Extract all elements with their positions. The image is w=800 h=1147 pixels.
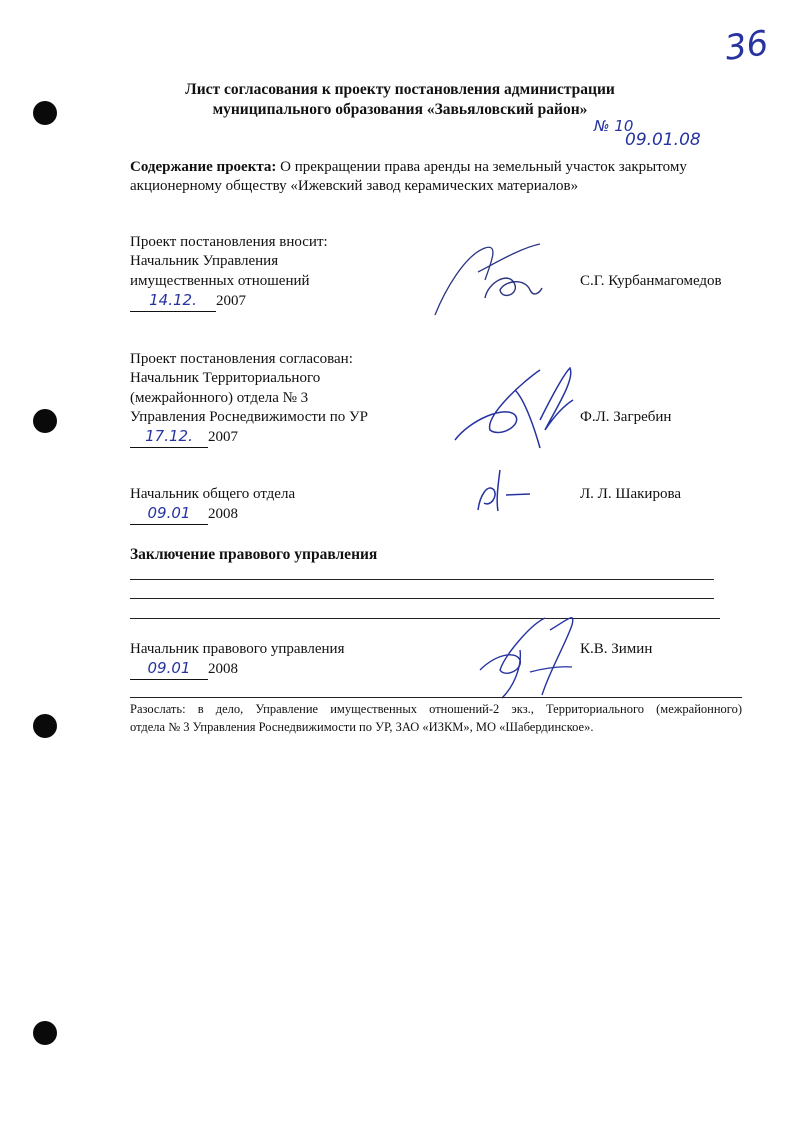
general-dept-name: Л. Л. Шакирова [580,486,681,502]
signature-kurbanmagomedov [430,240,560,320]
document-title-line-2: муниципального образования «Завьяловский район» [212,101,588,118]
general-dept-date [130,504,238,525]
submitter-name: С.Г. Курбанмагомедов [580,273,722,289]
approver-date [130,427,238,448]
approver-date-year: 2007 [208,429,238,445]
page-number: 36 [722,23,771,69]
approver-position-1: Начальник Территориального [130,370,321,386]
approver-date-handwritten: 17.12. [145,427,193,445]
submitter-date-year: 2007 [216,293,246,309]
conclusion-line [130,579,714,580]
legal-dept-date [130,659,238,680]
approver-position-3: Управления Роснедвижимости по УР [130,409,368,425]
distribution-line-2: отдела № 3 Управления Роснедвижимости по УР, ЗАО «ИЗКМ», МО «Шабердинское». [130,720,594,734]
submitter-position-1: Начальник Управления [130,253,279,269]
distribution-separator [130,697,742,698]
general-dept-date-year: 2008 [208,506,238,522]
binder-hole [33,714,57,738]
signature-zimin [460,610,590,705]
document-title-line-1: Лист согласования к проекту постановления администрации [185,81,615,98]
registration-number: № 10 [594,117,634,135]
conclusion-line [130,618,720,619]
conclusion-line [130,598,714,599]
signature-shakirova [470,465,550,515]
legal-dept-date-year: 2008 [208,661,238,677]
distribution-line-1: Разослать: в дело, Управление имущественных отношений-2 экз., Территориального (межрайонного) [130,702,742,716]
legal-dept-name: К.В. Зимин [580,641,653,657]
submitter-date [130,291,246,312]
binder-hole [33,1021,57,1045]
approver-heading: Проект постановления согласован: [130,351,353,367]
signature-zagrebin [445,360,585,455]
general-dept-date-handwritten: 09.01 [147,504,191,522]
project-content-text: О прекращении права аренды на земельный участок закрытому [280,159,687,175]
legal-dept-date-handwritten: 09.01 [147,659,191,677]
approver-name: Ф.Л. Загребин [580,409,672,425]
registration-date: 09.01.08 [625,130,701,150]
submitter-date-handwritten: 14.12. [149,291,197,309]
general-dept-position: Начальник общего отдела [130,486,296,502]
approver-position-2: (межрайонного) отдела № 3 [130,390,309,406]
binder-hole [33,409,57,433]
project-content-text-2: акционерному обществу «Ижевский завод керамических материалов» [130,178,579,194]
submitter-heading: Проект постановления вносит: [130,234,328,250]
submitter-position-2: имущественных отношений [130,273,310,289]
project-content-label: Содержание проекта: [130,159,277,175]
legal-conclusion-heading: Заключение правового управления [130,546,378,563]
project-content [130,158,687,177]
legal-dept-position: Начальник правового управления [130,641,345,657]
